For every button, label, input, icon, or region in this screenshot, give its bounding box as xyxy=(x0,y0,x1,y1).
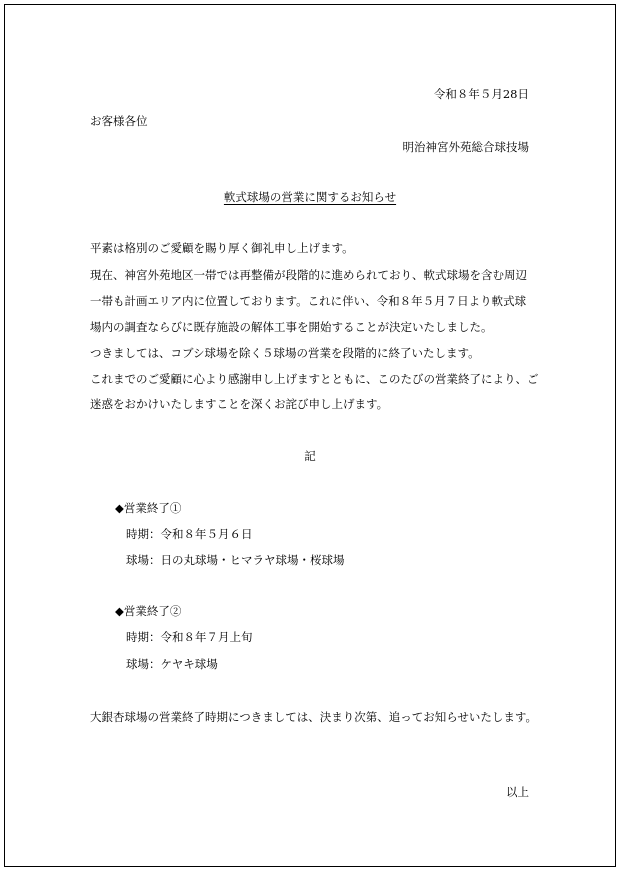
letter-title: 軟式球場の営業に関するお知らせ xyxy=(223,190,397,204)
ki-marker: 記 xyxy=(304,449,316,463)
body-line: これまでのご愛顧に心より感謝申し上げますとともに、このたびの営業終了により、ご xyxy=(90,372,539,386)
body-line: つきましては、コブシ球場を除く５球場の営業を段階的に終了いたします。 xyxy=(90,346,480,360)
letter-note: 大銀杏球場の営業終了時期につきましては、決まり次第、追ってお知らせいたします。 xyxy=(90,710,538,724)
body-line: 一帯も計画エリア内に位置しております。これに伴い、令和８年５月７日より軟式球 xyxy=(90,294,527,308)
item-period: 時期：令和８年７月上旬 xyxy=(126,630,253,644)
body-line: 平素は格別のご愛顧を賜り厚く御礼申し上げます。 xyxy=(90,241,354,255)
item-fields: 球場：ケヤキ球場 xyxy=(126,657,218,671)
body-line: 場内の調査ならびに既存施設の解体工事を開始することが決定いたしました。 xyxy=(90,320,493,334)
letter-date: 令和８年５月28日 xyxy=(433,87,529,101)
document-page xyxy=(4,4,616,867)
body-line: 迷惑をおかけいたしますことを深くお詫び申し上げます。 xyxy=(90,397,389,411)
item-heading: ◆営業終了① xyxy=(115,501,182,515)
body-line: 現在、神宮外苑地区一帯では再整備が段階的に進められており、軟式球場を含む周辺 xyxy=(90,268,527,282)
item-period: 時期：令和８年５月６日 xyxy=(126,527,253,541)
letter-sender: 明治神宮外苑総合球技場 xyxy=(402,140,529,154)
letter-closing: 以上 xyxy=(506,785,529,799)
letter-recipient: お客様各位 xyxy=(90,114,148,128)
item-fields: 球場：日の丸球場・ヒマラヤ球場・桜球場 xyxy=(126,553,345,567)
item-heading: ◆営業終了② xyxy=(115,604,182,618)
